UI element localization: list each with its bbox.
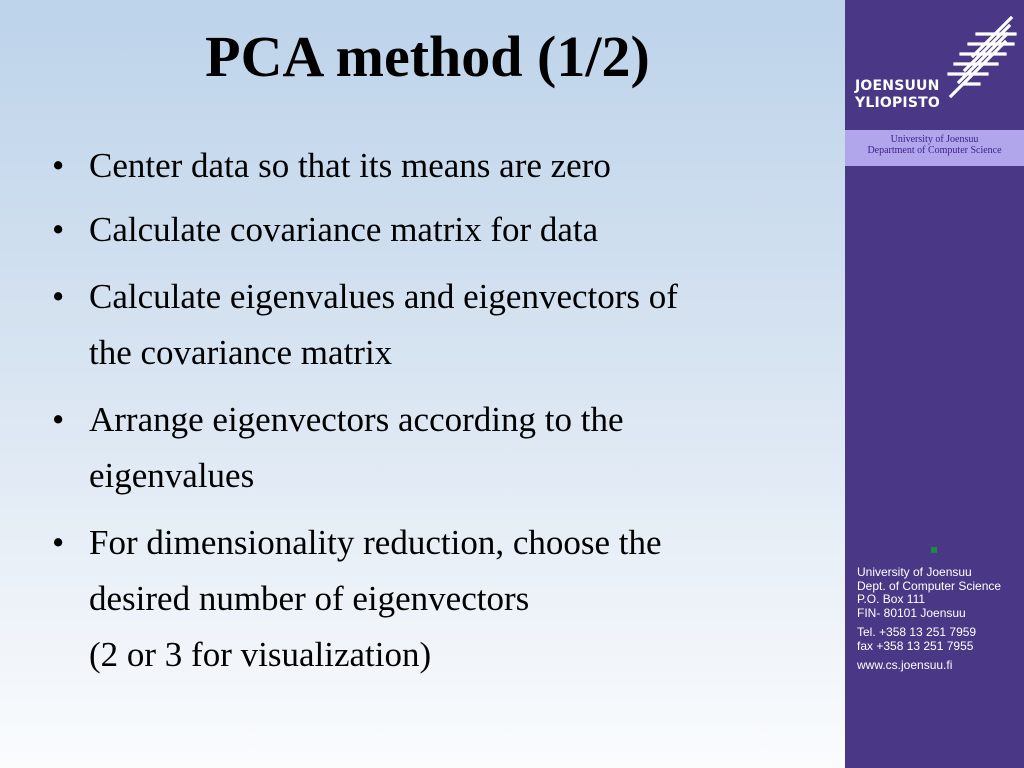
contact-website-link[interactable]: www.cs.joensuu.fi [857, 658, 953, 672]
bullet-item [52, 269, 832, 381]
bullet-text: (2 or 3 for visualization) [89, 635, 432, 674]
logo-line: YLIOPISTO [855, 95, 940, 111]
bullet-text: desired number of eigenvectors [89, 579, 530, 618]
bullet-list [52, 138, 832, 683]
square-marker-icon [931, 547, 937, 553]
bullet-dot: • [52, 277, 65, 316]
department-line: Department of Computer Science [867, 145, 1002, 156]
contact-phone: Tel. +358 13 251 7959 [857, 625, 977, 639]
bullet-item [52, 392, 832, 504]
bullet-dot: • [52, 400, 65, 439]
bullet-dot: • [52, 523, 65, 562]
contact-info [857, 566, 1024, 673]
bullet-text: Center data so that its means are zero [89, 146, 611, 185]
sidebar [845, 0, 1024, 768]
contact-line: Dept. of Computer Science [857, 578, 1002, 593]
logo-line: JOENSUUN [855, 78, 940, 94]
bullet-item [52, 202, 832, 258]
bullet-text: Arrange eigenvectors according to the [89, 400, 624, 439]
bullet-dot: • [52, 210, 65, 249]
contact-line: University of Joensuu [857, 566, 972, 579]
bullet-text: For dimensionality reduction, choose the [89, 523, 662, 562]
bullet-text: Calculate covariance matrix for data [89, 210, 599, 249]
bullet-item [52, 138, 832, 194]
bullet-text: the covariance matrix [89, 333, 393, 372]
department-band [845, 130, 1024, 166]
university-logo-text [855, 78, 940, 112]
bullet-text: eigenvalues [89, 456, 255, 495]
slide-title: PCA method (1/2) [205, 24, 650, 89]
contact-line: P.O. Box 111 [857, 592, 926, 606]
contact-fax: fax +358 13 251 7955 [857, 638, 974, 653]
bullet-text: Calculate eigenvalues and eigenvectors of [89, 277, 678, 316]
contact-line: FIN- 80101 Joensuu [857, 605, 966, 620]
department-line: University of Joensuu [890, 134, 979, 145]
bullet-item [52, 515, 832, 683]
bullet-dot: • [52, 146, 65, 185]
university-logo-icon [945, 16, 1017, 102]
